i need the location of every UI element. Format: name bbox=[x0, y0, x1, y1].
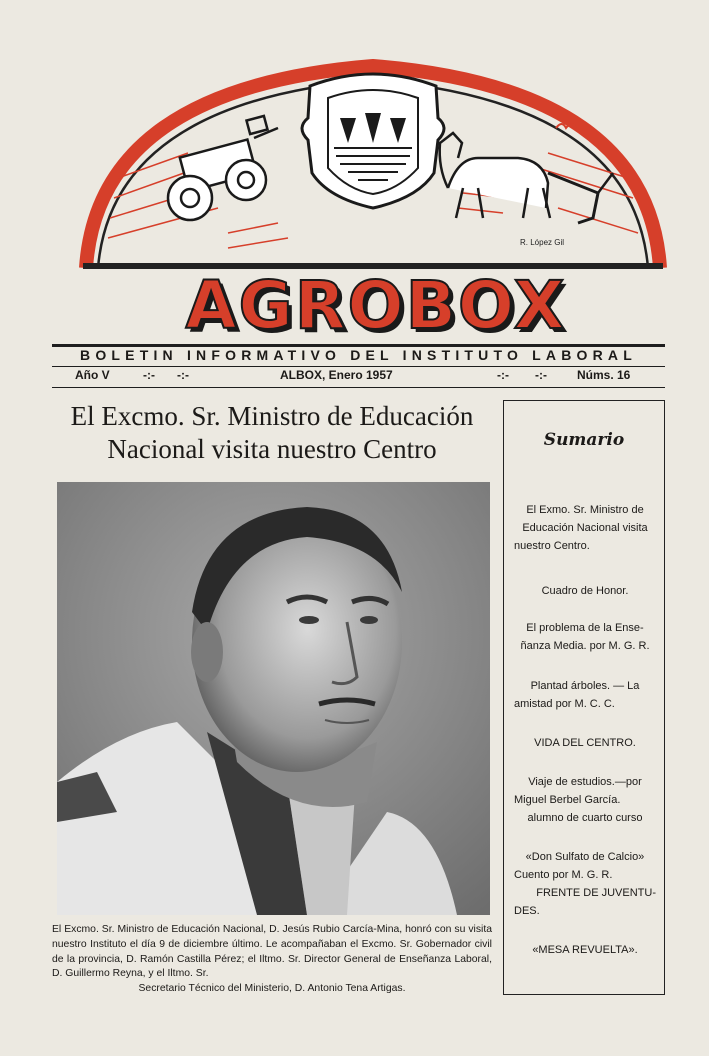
toc-item bbox=[514, 582, 656, 600]
masthead bbox=[78, 58, 668, 343]
toc-line: Viaje de estudios.—por bbox=[528, 776, 642, 788]
separator: -:- bbox=[497, 368, 509, 382]
toc-line: amistad por M. C. C. bbox=[514, 698, 615, 710]
header-rule-middle bbox=[52, 366, 665, 367]
toc-line: alumno de cuarto curso bbox=[527, 812, 643, 824]
portrait-image bbox=[57, 482, 490, 915]
table-of-contents-box bbox=[503, 400, 665, 995]
table-of-contents-title: Sumario bbox=[543, 430, 625, 450]
toc-item bbox=[514, 734, 656, 752]
toc-line: El Exmo. Sr. Ministro de bbox=[526, 504, 644, 516]
headline-line: El Excmo. Sr. Ministro de Educación bbox=[70, 401, 474, 431]
toc-line: «Don Sulfato de Calcio» bbox=[525, 851, 645, 863]
caption-last-line: Secretario Técnico del Ministerio, D. Antonio Tena Artigas. bbox=[138, 983, 406, 995]
toc-line: Miguel Berbel García. bbox=[514, 794, 621, 806]
caption-text: El Excmo. Sr. Ministro de Educación Nacional, D. Jesús Rubio Carcía-Mina, honró con su visita nuestro Instituto el día 9 de diciembre último. Le acompañaban el Excmo. Sr. Gobernador civil de la provincia, D. Ramón Castilla Pérez; el Iltmo. Sr. Director General de Enseñanza Laboral, D. Guillermo Reyna, y el Iltmo. Sr. bbox=[52, 924, 492, 980]
toc-line: Educación Nacional visita bbox=[522, 522, 648, 534]
toc-line: Cuadro de Honor. bbox=[541, 585, 629, 597]
headline-line: Nacional visita nuestro Centro bbox=[107, 434, 437, 464]
toc-line: DES. bbox=[514, 905, 540, 917]
article-headline bbox=[52, 400, 492, 466]
toc-line: Cuento por M. G. R. bbox=[514, 869, 613, 881]
separator: -:- bbox=[143, 368, 155, 382]
toc-item bbox=[514, 619, 656, 655]
separator: -:- bbox=[177, 368, 189, 382]
toc-line: El problema de la Ense- bbox=[526, 622, 644, 634]
toc-item bbox=[514, 501, 656, 555]
separator: -:- bbox=[535, 368, 547, 382]
issue-place-date: ALBOX, Enero 1957 bbox=[280, 368, 393, 382]
minister-portrait-photo bbox=[57, 482, 490, 915]
toc-line: VIDA DEL CENTRO. bbox=[534, 737, 636, 749]
issue-info-line bbox=[75, 368, 665, 386]
toc-line: «MESA REVUELTA». bbox=[532, 944, 638, 956]
toc-item bbox=[514, 884, 656, 920]
toc-item bbox=[514, 773, 656, 827]
toc-item bbox=[514, 941, 656, 959]
newsletter-subtitle: BOLETIN INFORMATIVO DEL INSTITUTO LABORAL bbox=[80, 347, 637, 363]
issue-number: Núms. 16 bbox=[577, 368, 631, 382]
toc-line: nuestro Centro. bbox=[514, 540, 590, 552]
header-rule-bottom bbox=[52, 387, 665, 388]
coat-of-arms-icon bbox=[302, 74, 444, 208]
toc-item bbox=[514, 848, 656, 884]
logo-text: AGROBOX bbox=[185, 267, 567, 344]
toc-line: Plantad árboles. — La bbox=[530, 680, 640, 692]
issue-year: Año V bbox=[75, 368, 110, 382]
toc-line: FRENTE DE JUVENTU- bbox=[536, 887, 656, 899]
toc-line: ñanza Media. por M. G. R. bbox=[520, 640, 650, 652]
toc-item bbox=[514, 677, 656, 713]
illustrator-signature: R. López Gil bbox=[520, 238, 565, 247]
photo-caption bbox=[52, 923, 492, 997]
